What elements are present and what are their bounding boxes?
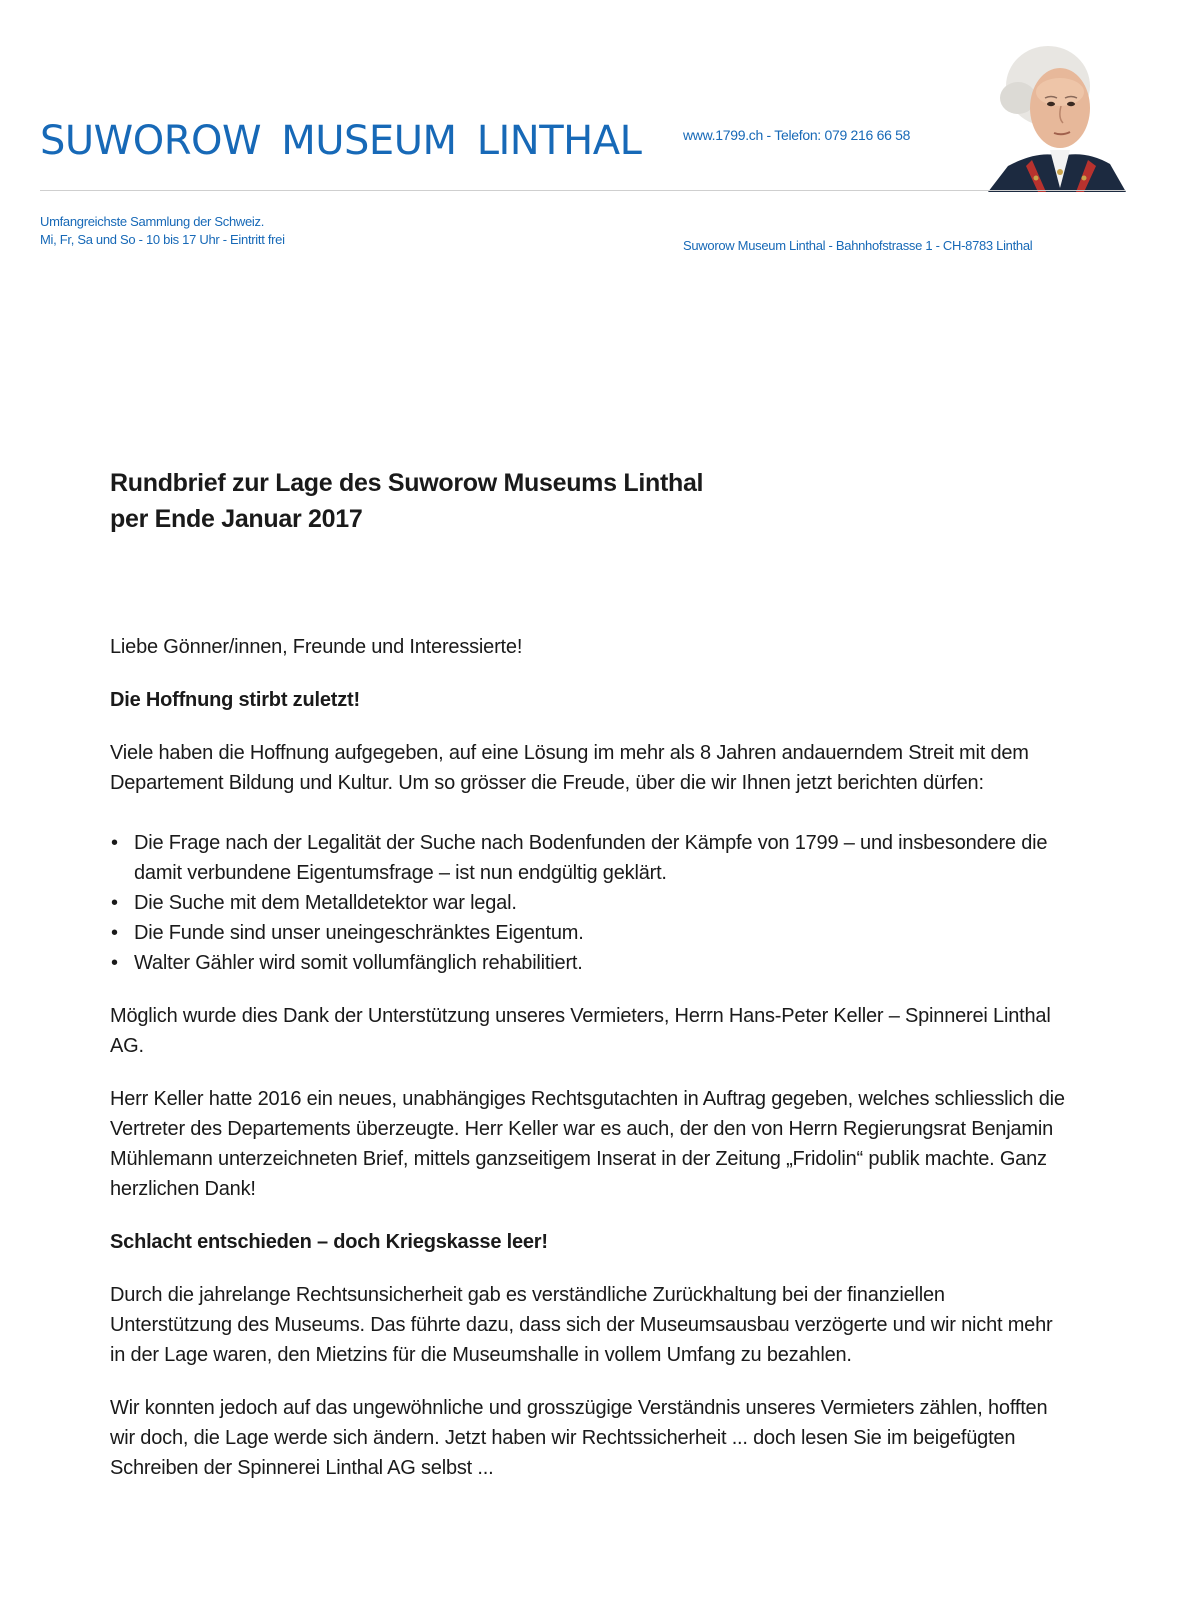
tagline xyxy=(40,213,285,249)
paragraph-thanks-landlord: Möglich wurde dies Dank der Unterstützung unseres Vermieters, Herrn Hans-Peter Keller – Spinnerei Linthal AG. xyxy=(110,1005,1051,1057)
bullet-list xyxy=(110,828,1070,978)
paragraph-legal-opinion: Herr Keller hatte 2016 ein neues, unabhängiges Rechtsgutachten in Auftrag gegeben, welches schliesslich die Vertreter des Departements überzeugte. Herr Keller war es auch, der den von Herrn Regierungsrat Benjamin Mühlemann unterzeichneten Brief, mittels ganzseitigem Inserat in der Zeitung „Fridolin“ publik machte. Ganz herzlichen Dank! xyxy=(110,1088,1065,1200)
header-divider xyxy=(40,190,1125,191)
list-item-text: Walter Gähler wird somit vollumfänglich rehabilitiert. xyxy=(134,952,583,974)
list-item xyxy=(110,948,1070,978)
tagline-opening-hours: Mi, Fr, Sa und So - 10 bis 17 Uhr - Eintritt frei xyxy=(40,232,285,247)
list-item-text: Die Suche mit dem Metalldetektor war legal. xyxy=(134,892,517,914)
document-title-line2: per Ende Januar 2017 xyxy=(110,505,363,533)
paragraph-finances: Durch die jahrelange Rechtsunsicherheit gab es verständliche Zurückhaltung bei der finanziellen Unterstützung des Museums. Das führte dazu, dass sich der Museumsausbau verzögerte und wir nicht mehr in der Lage waren, den Mietzins für die Museumshalle in vollem Umfang zu bezahlen. xyxy=(110,1284,1053,1366)
paragraph-understanding: Wir konnten jedoch auf das ungewöhnliche und grosszügige Verständnis unseres Vermieters zählen, hofften wir doch, die Lage werde sich ändern. Jetzt haben wir Rechtssicherheit ... doch lesen Sie im beigefügten Schreiben der Spinnerei Linthal AG selbst ... xyxy=(110,1397,1048,1479)
bullet-icon: • xyxy=(111,922,118,944)
paragraph-intro: Viele haben die Hoffnung aufgegeben, auf eine Lösung im mehr als 8 Jahren andauerndem Streit mit dem Departement Bildung und Kultur. Um so grösser die Freude, über die wir Ihnen jetzt berichten dürfen: xyxy=(110,742,1029,794)
document-title xyxy=(110,465,1070,537)
tagline-collection: Umfangreichste Sammlung der Schweiz. xyxy=(40,214,265,229)
section-heading-battle: Schlacht entschieden – doch Kriegskasse leer! xyxy=(110,1231,548,1253)
letterhead-title: SUWOROW MUSEUM LINTHAL xyxy=(40,118,642,164)
museum-address: Suworow Museum Linthal - Bahnhofstrasse 1 - CH-8783 Linthal xyxy=(683,238,1033,253)
document-title-line1: Rundbrief zur Lage des Suworow Museums Linthal xyxy=(110,469,704,497)
section-heading-hope: Die Hoffnung stirbt zuletzt! xyxy=(110,689,360,711)
contact-line: www.1799.ch - Telefon: 079 216 66 58 xyxy=(683,127,911,143)
list-item-text: Die Funde sind unser uneingeschränktes Eigentum. xyxy=(134,922,584,944)
bullet-icon: • xyxy=(111,952,118,974)
list-item xyxy=(110,888,1070,918)
suworow-portrait xyxy=(968,38,1126,192)
letter-body xyxy=(110,465,1070,1483)
salutation: Liebe Gönner/innen, Freunde und Interessierte! xyxy=(110,636,523,658)
list-item xyxy=(110,828,1070,888)
list-item xyxy=(110,918,1070,948)
list-item-text: Die Frage nach der Legalität der Suche nach Bodenfunden der Kämpfe von 1799 – und insbesondere die damit verbundene Eigentumsfrage – ist nun endgültig geklärt. xyxy=(134,832,1048,884)
bullet-icon: • xyxy=(111,832,118,854)
bullet-icon: • xyxy=(111,892,118,914)
